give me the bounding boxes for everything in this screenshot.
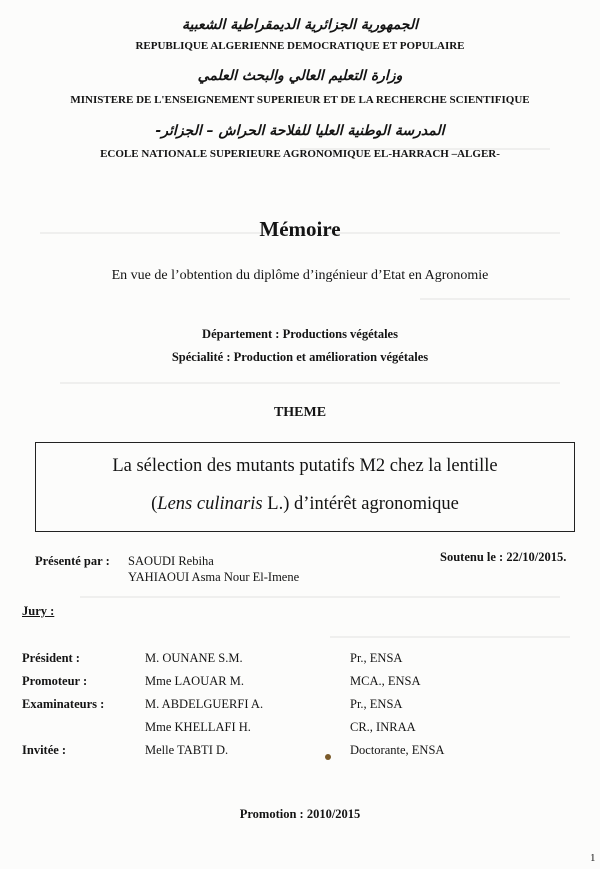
header-ministry: MINISTERE DE L'ENSEIGNEMENT SUPERIEUR ET DE LA RECHERCHE SCIENTIFIQUE: [70, 94, 530, 106]
jury-affiliation: Doctorante, ENSA: [350, 743, 445, 757]
author-1: SAOUDI Rebiha: [128, 554, 214, 568]
defense-date: Soutenu le : 22/10/2015.: [440, 550, 567, 564]
bleed-through-line: [420, 298, 570, 300]
theme-box: [35, 442, 575, 532]
jury-affiliation: Pr., ENSA: [350, 697, 403, 711]
theme-line-2-rest: L.) d’intérêt agronomique: [262, 494, 459, 514]
jury-name: Mme LAOUAR M.: [145, 674, 244, 688]
speciality: Spécialité : Production et amélioration végétales: [171, 350, 429, 364]
species-name: Lens culinaris: [157, 494, 263, 514]
jury-role: Promoteur :: [22, 674, 88, 688]
document-subtitle: En vue de l’obtention du diplôme d’ingénieur d’Etat en Agronomie: [111, 268, 489, 283]
theme-line-2: [36, 494, 574, 515]
ink-spot: [325, 754, 331, 760]
page-number: 1: [590, 852, 596, 864]
jury-affiliation: CR., INRAA: [350, 720, 416, 734]
bleed-through-line: [60, 382, 560, 384]
jury-affiliation: Pr., ENSA: [350, 651, 403, 665]
bleed-through-line: [330, 636, 570, 638]
header-republic: REPUBLIQUE ALGERIENNE DEMOCRATIQUE ET POPULAIRE: [135, 40, 465, 52]
theme-paren: (: [151, 494, 158, 514]
header-school: ECOLE NATIONALE SUPERIEURE AGRONOMIQUE EL-HARRACH –ALGER-: [100, 148, 500, 160]
header-arabic-republic: الجمهورية الجزائرية الديمقراطية الشعبية: [181, 17, 418, 33]
document-title: Mémoire: [259, 217, 341, 241]
department: Département : Productions végétales: [202, 327, 398, 341]
header-arabic-ministry: وزارة التعليم العالي والبحث العلمي: [197, 68, 403, 84]
promotion: Promotion : 2010/2015: [239, 807, 361, 821]
jury-label: Jury :: [22, 604, 55, 618]
header-arabic-school: المدرسة الوطنية العليا للفلاحة الحراش – الجزائر-: [155, 123, 445, 139]
jury-affiliation: MCA., ENSA: [350, 674, 421, 688]
theme-line-1: La sélection des mutants putatifs M2 chez la lentille: [112, 456, 498, 476]
jury-role: Examinateurs :: [22, 697, 105, 711]
jury-name: Mme KHELLAFI H.: [145, 720, 251, 734]
theme-label: THEME: [273, 405, 327, 420]
jury-name: Melle TABTI D.: [145, 743, 229, 757]
presented-by-label: Présenté par :: [35, 554, 110, 568]
jury-name: M. OUNANE S.M.: [145, 651, 243, 665]
jury-role: Président :: [22, 651, 80, 665]
author-2: YAHIAOUI Asma Nour El-Imene: [128, 570, 300, 584]
bleed-through-line: [80, 596, 560, 598]
jury-role: Invitée :: [22, 743, 67, 757]
jury-name: M. ABDELGUERFI A.: [145, 697, 264, 711]
